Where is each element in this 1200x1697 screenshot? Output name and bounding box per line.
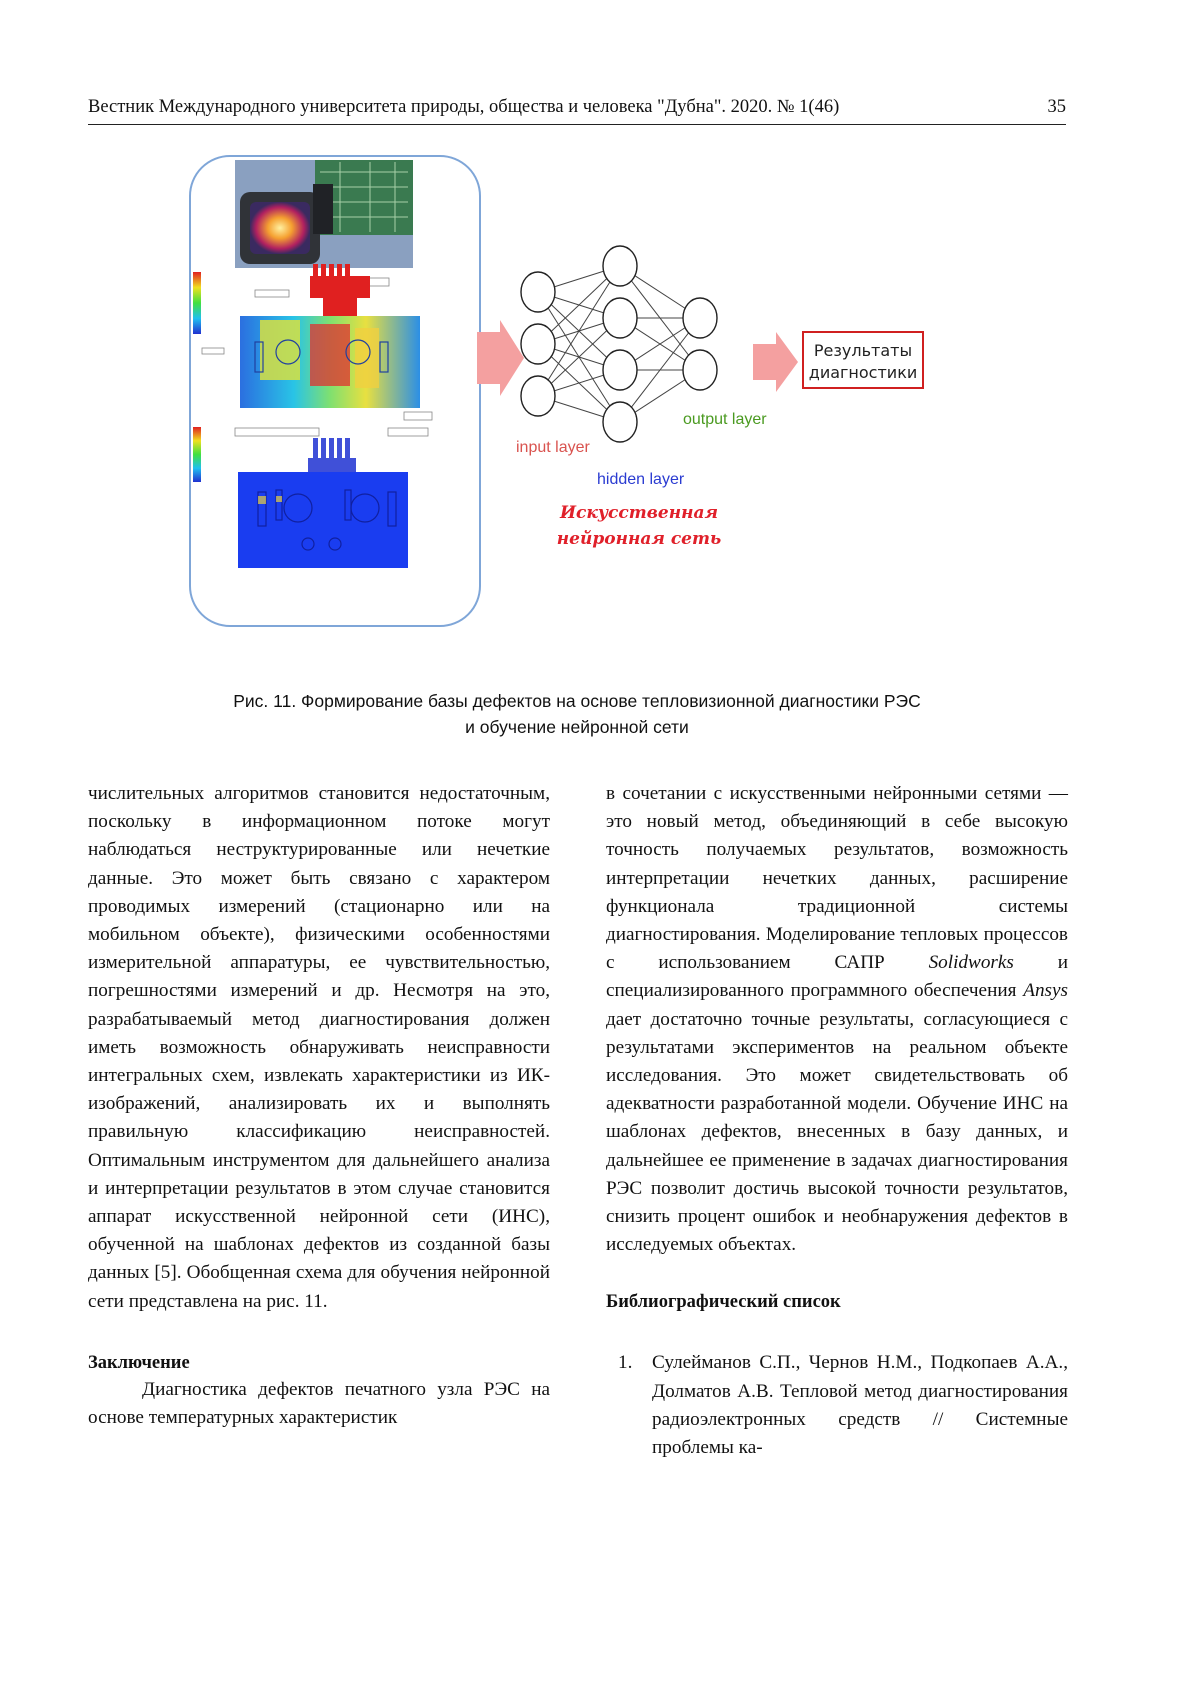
right-paragraph-part1: в сочетании с искусственными нейронными сетями — это новый метод, объединяющий в себе высокую точность получаемых результатов, возможность интерпретации нечетких данных, расширение функционала традиционной системы диагностирования. Моделирование тепловых процессов с использованием САПР bbox=[606, 783, 1068, 974]
results-label-line2: диагностики bbox=[808, 363, 918, 382]
ann-title-line2: нейронная сеть bbox=[556, 529, 722, 549]
page-number: 35 bbox=[1047, 97, 1066, 117]
figure-11 bbox=[180, 152, 1020, 652]
caption-line2: и обучение нейронной сети bbox=[465, 717, 689, 737]
input-neuron bbox=[521, 376, 555, 416]
input-neuron bbox=[521, 324, 555, 364]
input-neuron bbox=[521, 272, 555, 312]
results-box bbox=[803, 332, 923, 388]
bib-item-number: 1. bbox=[618, 1352, 633, 1374]
bib-item-text: Сулейманов С.П., Чернов Н.М., Подкопаев А.А., Долматов А.В. Тепловой метод диагностирования радиоэлектронных средств // Системные проблемы ка- bbox=[652, 1352, 1068, 1459]
conclusion-heading: Заключение bbox=[88, 1352, 190, 1373]
left-paragraph: числительных алгоритмов становится недостаточным, поскольку в информационном потоке могут наблюдаться неструктурированные или нечеткие данные. Это может быть связано с характером проводимых измерений (стационарно или на мобильном объекте), физическими особенностями измерительной аппаратуры, ее чувствительностью, погрешностями измерений и др. Несмотря на это, разрабатываемый метод диагностирования должен иметь возможность обнаруживать неисправности интегральных схем, извлекать характеристики из ИК-изображений, анализировать их и выполнять правильную классификацию неисправностей. Оптимальным инструментом для дальнейшего анализа и интерпретации результатов в этом случае становится аппарат искусственной нейронной сети (ИНС), обученной на шаблонах дефектов из созданной базы данных [5]. Обобщенная схема для обучения нейронной сети представлена на рис. 11. bbox=[88, 783, 550, 1312]
figure-caption bbox=[88, 688, 1066, 740]
journal-title: Вестник Международного университета природы, общества и человека "Дубна". 2020. № 1(46) bbox=[88, 97, 840, 117]
right-paragraph-part3: дает достаточно точные результаты, согласующиеся с результатами экспериментов на реальном объекте исследования. Это может свидетельствовать об адекватности разработанной модели. Обучение ИНС на шаблонах дефектов, внесенных в базу данных, и дальнейшее ее применение в задачах диагностирования РЭС позволит достичь высокой точности результатов, снизить процент ошибок и необнаружения дефектов в исследуемых объектах. bbox=[606, 1008, 1068, 1256]
conclusion-text: Диагностика дефектов печатного узла РЭС на основе температурных характеристик bbox=[88, 1378, 550, 1429]
hidden-neuron bbox=[603, 298, 637, 338]
hidden-neuron bbox=[603, 402, 637, 442]
hidden-layer-label: hidden layer bbox=[597, 471, 685, 488]
hidden-neuron bbox=[603, 246, 637, 286]
results-label-line1: Результаты bbox=[813, 341, 913, 360]
solidworks-term: Solidworks bbox=[928, 952, 1014, 974]
right-column bbox=[606, 780, 1068, 1462]
right-paragraph bbox=[606, 780, 1068, 1259]
input-layer-label: input layer bbox=[516, 439, 590, 456]
right-paragraph-part2: и специализированного программного обеспечения bbox=[606, 952, 1068, 1002]
arrow-to-results bbox=[753, 332, 798, 392]
bibliography-heading: Библиографический список bbox=[606, 1292, 841, 1313]
caption-line1: Рис. 11. Формирование базы дефектов на основе тепловизионной диагностики РЭС bbox=[233, 691, 921, 711]
running-header bbox=[88, 94, 1066, 125]
left-column bbox=[88, 780, 550, 1432]
output-neuron bbox=[683, 298, 717, 338]
output-layer-label: output layer bbox=[683, 411, 767, 428]
ansys-term: Ansys bbox=[1023, 980, 1068, 1002]
hidden-neuron bbox=[603, 350, 637, 390]
arrow-to-network bbox=[477, 320, 524, 396]
thermal-camera-photo bbox=[235, 160, 413, 268]
bibliography-item bbox=[606, 1349, 1068, 1462]
output-neuron bbox=[683, 350, 717, 390]
ann-title-line1: Искусственная bbox=[559, 503, 719, 523]
figure-illustration bbox=[180, 152, 1020, 652]
